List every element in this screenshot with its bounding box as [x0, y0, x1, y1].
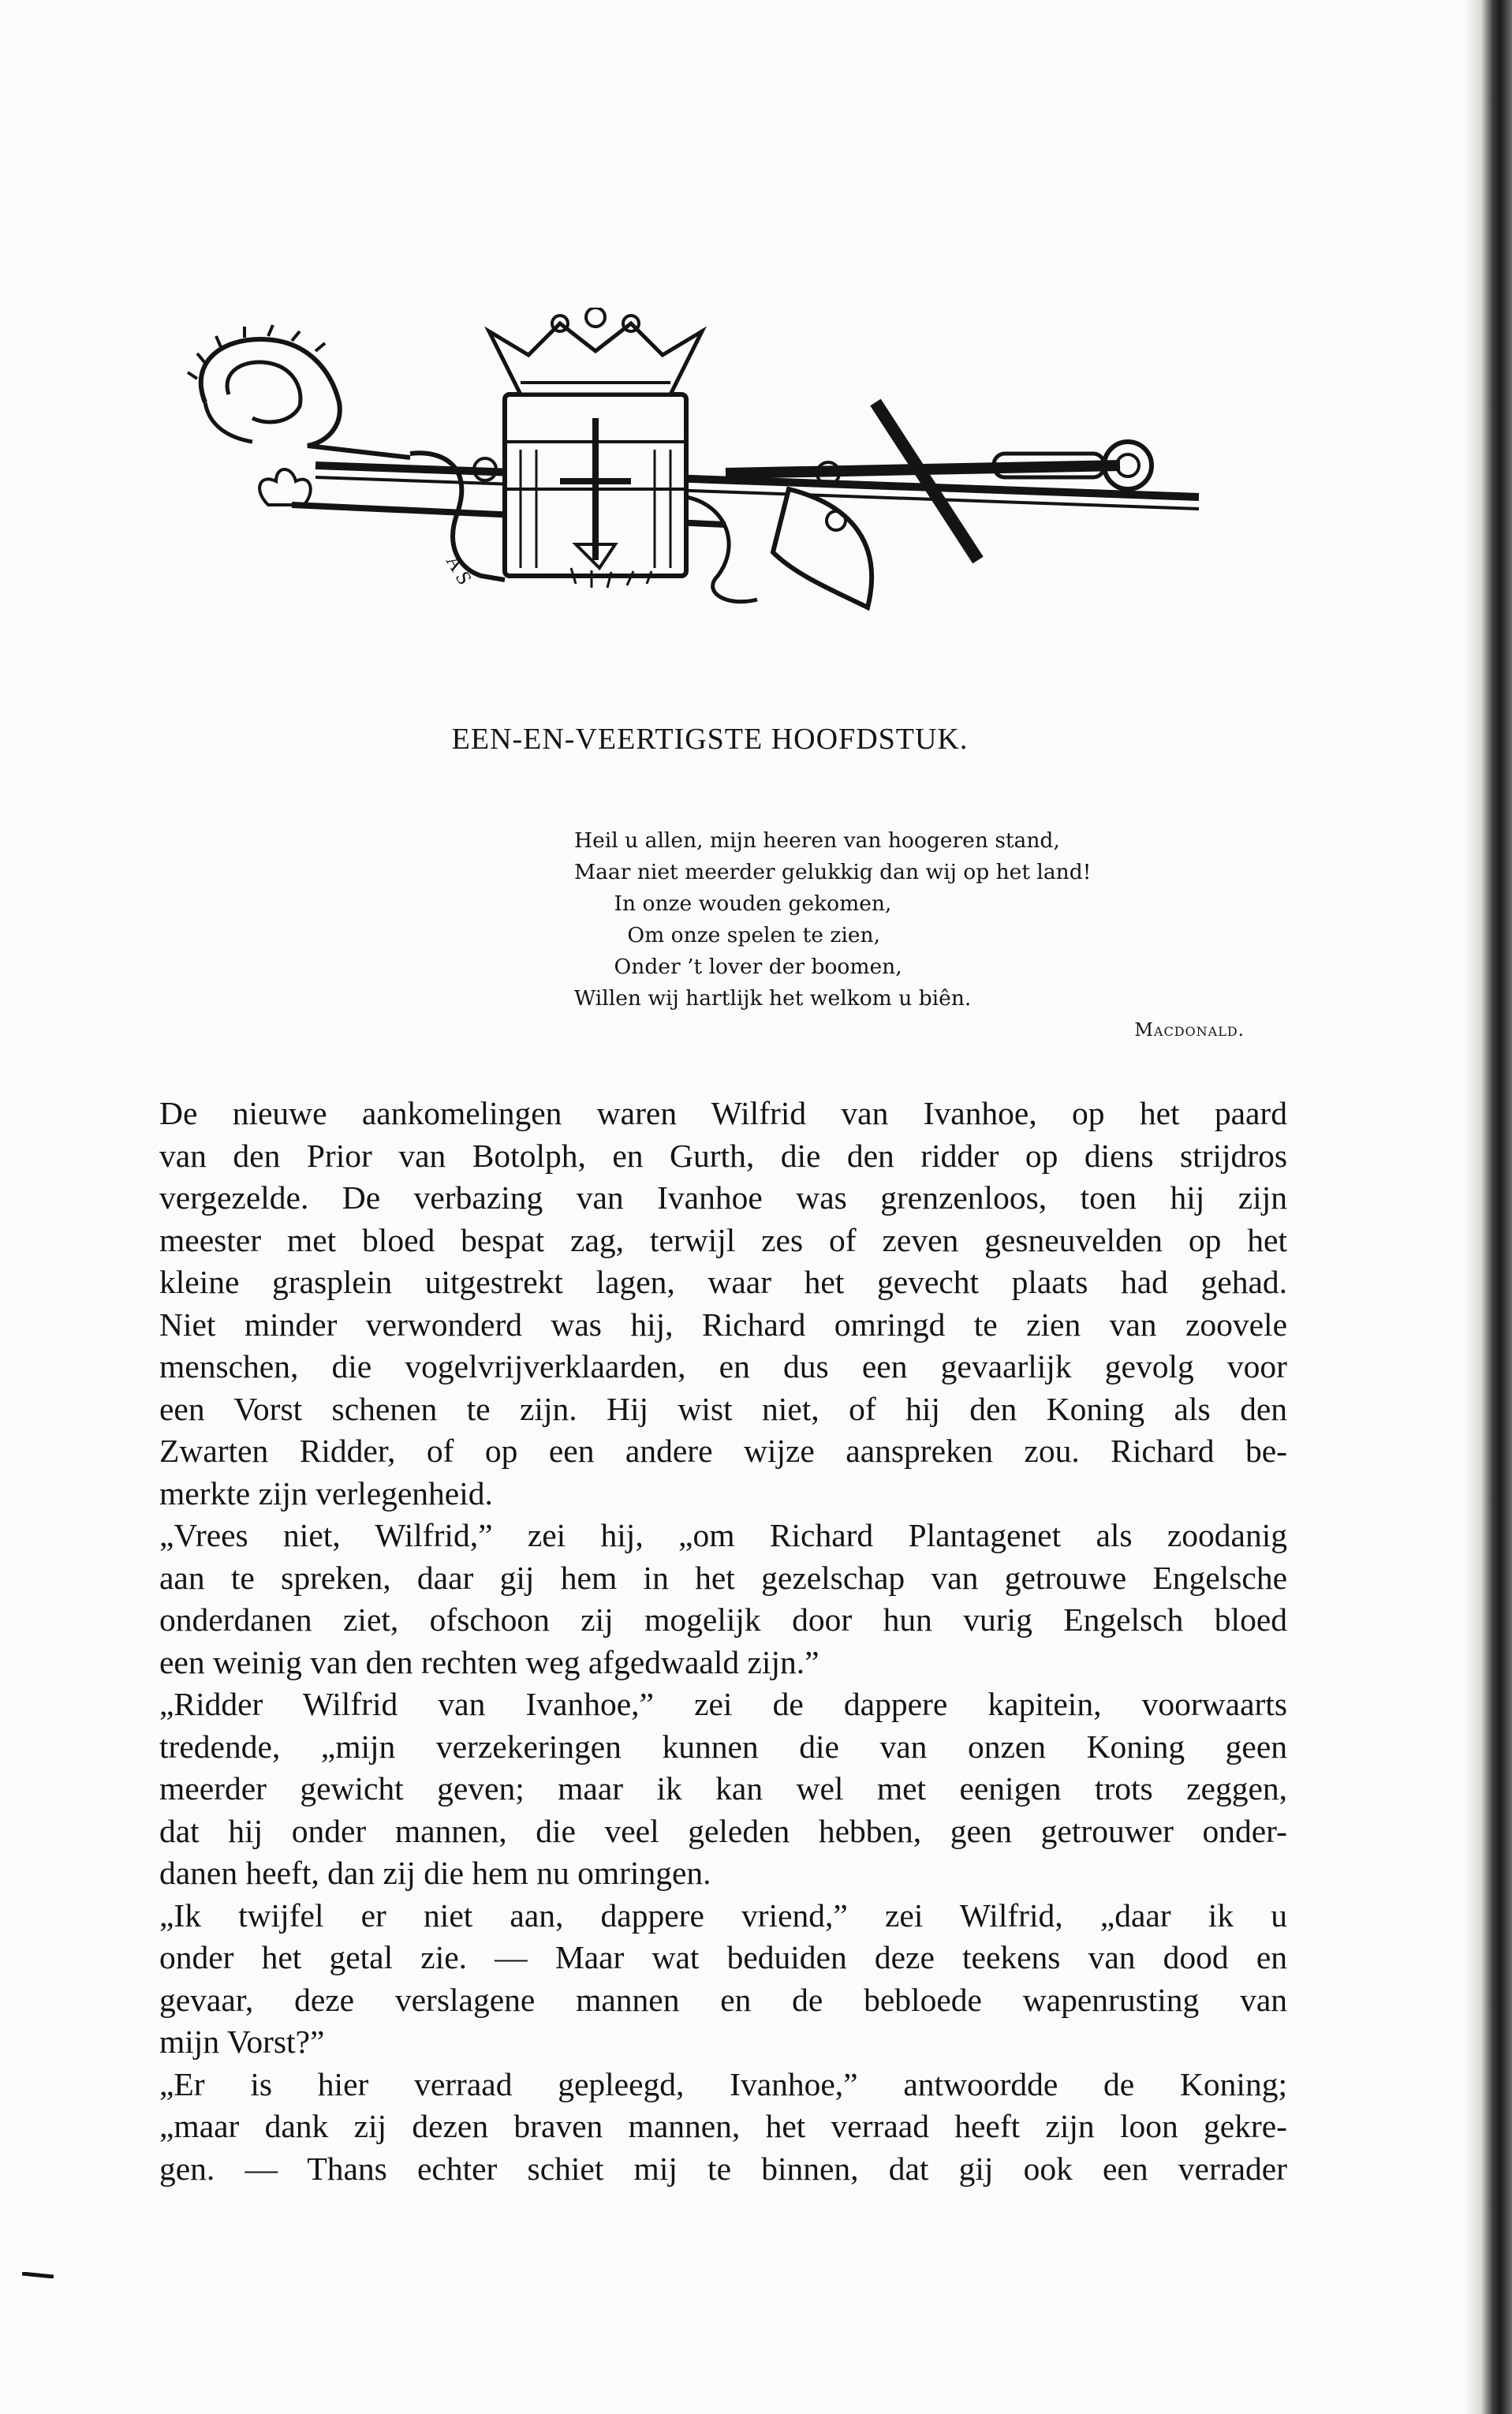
body-line: kleine grasplein uitgestrekt lagen, waar het gevecht plaats had gehad. — [159, 1264, 1287, 1300]
body-line: van den Prior van Botolph, en Gurth, die den ridder op diens strijdros — [159, 1137, 1287, 1174]
crozier-icon — [188, 325, 410, 458]
body-line: „Ridder Wilfrid van Ivanhoe,” zei de dappere kapitein, voorwaarts — [159, 1686, 1287, 1722]
body-line: gen. — Thans echter schiet mij te binnen, dat gij ook een verrader — [159, 2150, 1287, 2187]
axe-icon — [773, 489, 872, 607]
body-line: onder het getal zie. — Maar wat beduiden deze teekens van dood en — [159, 1939, 1287, 1975]
epigraph-line: Heil u allen, mijn heeren van hoogeren stand, — [574, 828, 1060, 853]
body-line: tredende, „mijn verzekeringen kunnen die van onzen Koning geen — [159, 1728, 1287, 1765]
epigraph-line: Om onze spelen te zien, — [574, 923, 881, 947]
epigraph-line: Maar niet meerder gelukkig dan wij op het land! — [574, 860, 1092, 884]
body-line: een Vorst schenen te zijn. Hij wist niet, of hij den Koning als den — [159, 1390, 1287, 1427]
epigraph-attribution: Macdonald. — [1134, 1020, 1245, 1041]
body-line: Zwarten Ridder, of op een andere wijze aanspreken zou. Richard be- — [159, 1433, 1287, 1469]
body-line: menschen, die vogelvrijverklaarden, en dus een gevaarlijk gevolg voor — [159, 1348, 1287, 1384]
body-line: „Er is hier verraad gepleegd, Ivanhoe,” antwoordde de Koning; — [159, 2065, 1287, 2102]
body-line: meerder gewicht geven; maar ik kan wel met eenigen trots zeggen, — [159, 1770, 1287, 1807]
body-line: Niet minder verwonderd was hij, Richard omringd te zien van zoovele — [159, 1306, 1287, 1343]
body-text — [159, 1093, 1287, 2190]
scroll-lettering: A S — [441, 551, 477, 589]
body-line: gevaar, deze verslagene mannen en de bebloede wapenrusting van — [159, 1981, 1287, 2018]
body-line: „Ik twijfel er niet aan, dappere vriend,” zei Wilfrid, „daar ik u — [159, 1896, 1287, 1934]
body-line: merkte zijn verlegenheid. — [159, 1474, 493, 1512]
epigraph-line: Willen wij hartlijk het welkom u biên. — [574, 986, 972, 1011]
body-line: meester met bloed bespat zag, terwijl zes of zeven gesneuvelden op het — [159, 1221, 1287, 1258]
body-line: „maar dank zij dezen braven mannen, het verraad heeft zijn loon gekre- — [159, 2108, 1287, 2144]
page-binding-edge — [1465, 0, 1512, 2414]
margin-dash-mark — [22, 2272, 54, 2278]
epigraph-line: Onder ’t lover der boomen, — [574, 955, 902, 979]
crown-icon — [489, 308, 702, 394]
body-line: aan te spreken, daar gij hem in het gezelschap van getrouwe Engelsche — [159, 1559, 1287, 1596]
body-line: dat hij onder mannen, die veel geleden hebben, geen getrouwer onder- — [159, 1812, 1287, 1849]
heraldic-vignette-icon — [174, 308, 1294, 615]
epigraph-line: In onze wouden gekomen, — [574, 891, 892, 916]
body-line: „Vrees niet, Wilfrid,” zei hij, „om Richard Plantagenet als zoodanig — [159, 1517, 1287, 1553]
body-line: mijn Vorst?” — [159, 2024, 325, 2060]
chapter-title: EEN-EN-VEERTIGSTE HOOFDSTUK. — [451, 723, 969, 756]
helmet-icon — [505, 394, 686, 576]
body-line: onderdanen ziet, ofschoon zij mogelijk door hun vurig Engelsch bloed — [159, 1601, 1287, 1638]
body-line: vergezelde. De verbazing van Ivanhoe was grenzenloos, toen hij zijn — [159, 1179, 1287, 1216]
body-line: De nieuwe aankomelingen waren Wilfrid van Ivanhoe, op het paard — [159, 1095, 1287, 1131]
body-line: een weinig van den rechten weg afgedwaald zijn.” — [159, 1643, 819, 1680]
epigraph — [574, 825, 1268, 1046]
body-line: danen heeft, dan zij die hem nu omringen. — [159, 1855, 711, 1891]
